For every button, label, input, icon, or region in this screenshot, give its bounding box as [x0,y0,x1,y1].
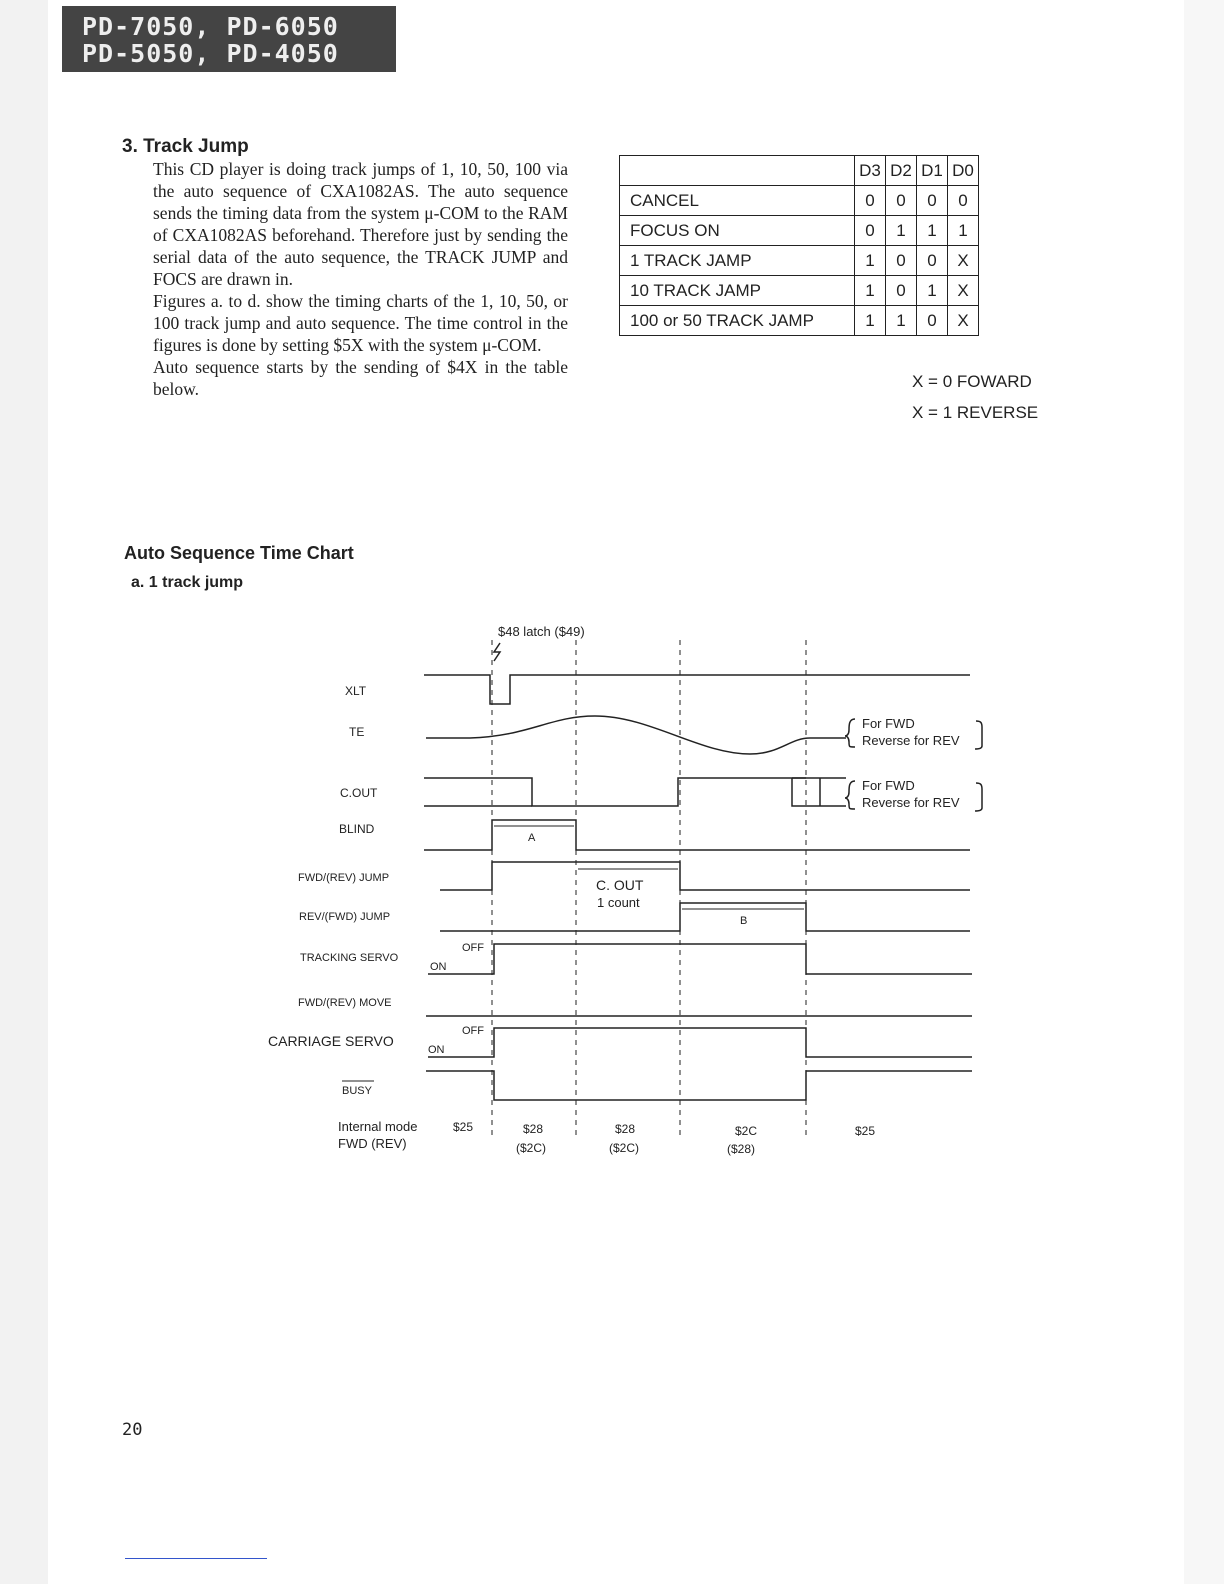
mode-value-rev: ($2C) [516,1141,547,1155]
table-cell: 0 [917,246,948,276]
signal-label-blind: BLIND [339,822,375,836]
cout-rev-label: Reverse for REV [862,795,960,810]
table-cell: X [948,306,979,336]
tracking-on-label: ON [430,961,447,973]
te-fwd-label: For FWD [862,716,915,731]
timing-chart [0,600,1224,1170]
waveform-cout-end [792,778,846,806]
fwd-rev-label: FWD (REV) [338,1136,407,1151]
waveform-te [426,716,846,754]
waveform-blind [424,820,970,850]
paragraph: This CD player is doing track jumps of 1, 10, 50, 100 via the auto sequence of CXA1082AS. The auto sequence sends the timing data from the system μ-COM to the RAM of CXA1082AS beforehand. Therefore just by sending the serial data of the auto sequence, the TRACK JUMP and FOCS are drawn in. [153,159,568,289]
page-number: 20 [122,1420,143,1440]
carriage-on-label: ON [428,1044,445,1056]
table-header-row [620,156,979,186]
cout-bracket-right [975,783,982,811]
mode-value: $28 [615,1122,636,1136]
table-cell: 1 [855,306,886,336]
signal-label-fwd-move: FWD/(REV) MOVE [298,997,392,1009]
table-header-cell: D2 [886,156,917,186]
mode-value: $25 [855,1124,876,1138]
table-cell: 0 [886,186,917,216]
chart-subtitle: a. 1 track jump [131,574,244,591]
paragraph: Auto sequence starts by the sending of $4X in the table below. [153,357,568,399]
command-table [619,155,979,336]
signal-label-fwd-jump: FWD/(REV) JUMP [298,872,390,884]
cout-count-label: C. OUT [596,877,644,893]
model-header [62,6,396,72]
table-header-cell: D3 [855,156,886,186]
mode-value: $2C [735,1124,758,1138]
table-cell: 1 [917,276,948,306]
table-cell: 0 [917,306,948,336]
cout-fwd-label: For FWD [862,778,915,793]
table-cell: X [948,276,979,306]
table-cell: 1 TRACK JAMP [620,246,855,276]
table-note-forward: X = 0 FOWARD [912,372,1032,391]
table-row [620,246,979,276]
latch-label: $48 latch ($49) [498,624,585,639]
waveform-xlt [424,675,970,704]
mode-value: $28 [523,1122,544,1136]
table-note-reverse: X = 1 REVERSE [912,403,1039,422]
table-cell: 0 [886,246,917,276]
mode-value-rev: ($2C) [609,1141,640,1155]
table-header-cell: D1 [917,156,948,186]
signal-label-xlt: XLT [345,684,367,698]
blind-label-a: A [528,832,536,844]
rev-jump-label-b: B [740,915,748,927]
chart-title: Auto Sequence Time Chart [124,543,354,563]
mode-value-rev: ($28) [727,1142,756,1156]
header-line-2: PD-5050, PD-4050 [82,39,339,68]
waveform-fwd-jump [440,862,970,890]
table-cell: X [948,246,979,276]
one-count-label: 1 count [597,895,640,910]
table-row [620,186,979,216]
table-cell: FOCUS ON [620,216,855,246]
cout-bracket-left [845,781,855,809]
table-cell: 100 or 50 TRACK JAMP [620,306,855,336]
waveform-rev-jump [440,903,970,931]
signal-label-te: TE [349,725,365,739]
table-header-cell [620,156,855,186]
table-cell: CANCEL [620,186,855,216]
mode-value: $25 [453,1120,474,1134]
signal-label-tracking-servo: TRACKING SERVO [300,952,399,964]
table-cell: 0 [886,276,917,306]
footer-link-line [125,1558,267,1559]
latch-arrow-icon [494,643,500,661]
table-cell: 1 [886,216,917,246]
te-bracket-right [975,721,982,749]
internal-mode-label: Internal mode [338,1119,418,1134]
paragraph: Figures a. to d. show the timing charts of the 1, 10, 50, or 100 track jump and auto sequence. The time control in the figures is done by setting $5X with the system μ-COM. [153,291,568,355]
table-cell: 0 [948,186,979,216]
table-cell: 0 [855,216,886,246]
tracking-off-label: OFF [462,942,484,954]
table-cell: 1 [886,306,917,336]
table-row [620,216,979,246]
signal-label-carriage-servo: CARRIAGE SERVO [268,1033,394,1049]
table-row [620,276,979,306]
table-cell: 1 [917,216,948,246]
table-cell: 1 [855,246,886,276]
table-cell: 1 [855,276,886,306]
signal-label-busy: BUSY [342,1085,372,1097]
table-cell: 10 TRACK JAMP [620,276,855,306]
header-line-1: PD-7050, PD-6050 [82,12,339,41]
table-cell: 0 [917,186,948,216]
table-row [620,306,979,336]
waveform-cout [424,778,806,806]
te-rev-label: Reverse for REV [862,733,960,748]
te-bracket-left [845,719,855,747]
section-title: 3. Track Jump [122,136,249,157]
waveform-tracking-servo [428,944,972,974]
waveform-busy [426,1071,972,1100]
signal-label-cout: C.OUT [340,786,378,800]
section-body [153,158,568,400]
table-cell: 0 [855,186,886,216]
carriage-off-label: OFF [462,1025,484,1037]
waveform-carriage-servo [428,1028,972,1057]
table-header-cell: D0 [948,156,979,186]
table-cell: 1 [948,216,979,246]
signal-label-rev-jump: REV/(FWD) JUMP [299,911,391,923]
